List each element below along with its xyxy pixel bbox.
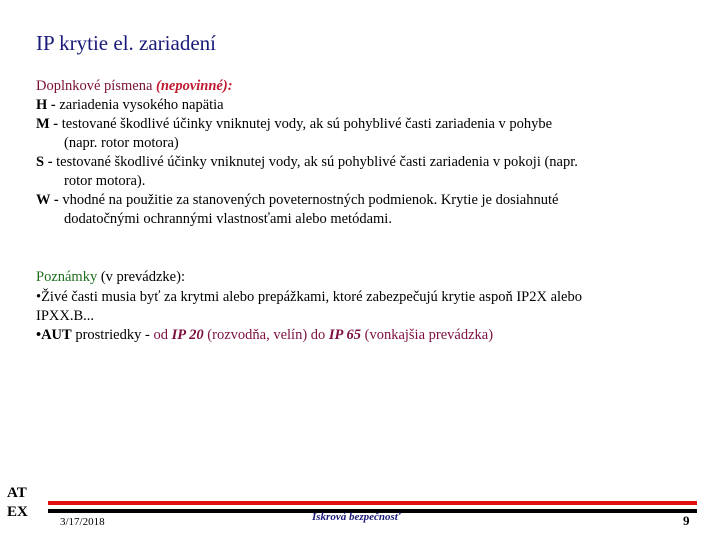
item-key: W - (36, 192, 59, 208)
text: prostriedky - (71, 327, 154, 343)
logo-atex (7, 484, 28, 522)
item-key: H - (36, 97, 56, 113)
heading-note: (nepovinné): (156, 78, 233, 94)
text: od (153, 327, 172, 343)
notes-heading: Poznámky (36, 269, 98, 285)
item-m-cont: (napr. rotor motora) (64, 135, 179, 151)
bullet-1-cont: IPXX.B... (36, 308, 95, 324)
item-w (36, 191, 558, 210)
footer-title: Iskrová bezpečnosť (312, 511, 401, 523)
bullet-2 (36, 326, 493, 345)
section2-heading (36, 268, 185, 287)
logo-line1: AT (7, 485, 27, 501)
item-text: vhodné na použitie za stanovených poveternostných podmienok. Krytie je dosiahnuté (58, 192, 559, 208)
text: (vonkajšia prevádzka) (361, 327, 494, 343)
slide-title: IP krytie el. zariadení (36, 31, 216, 55)
item-text: zariadenia vysokého napätia (55, 97, 224, 113)
bullet-1: •Živé časti musia byť za krytmi alebo prepážkami, ktoré zabezpečujú krytie aspoň IP2X alebo (36, 289, 582, 305)
item-key: M - (36, 116, 59, 132)
aut-label: •AUT (36, 327, 72, 343)
item-key: S - (36, 154, 53, 170)
ip-20: IP 20 (171, 327, 204, 343)
ip-65: IP 65 (328, 327, 361, 343)
item-text: testované škodlivé účinky vniknutej vody, ak sú pohyblivé časti zariadenia v pohybe (58, 116, 553, 132)
item-s-cont: rotor motora). (64, 173, 146, 189)
item-s (36, 153, 578, 172)
logo-line2: EX (7, 504, 28, 520)
page-number: 9 (683, 513, 690, 528)
item-text: testované škodlivé účinky vniknutej vody, ak sú pohyblivé časti zariadenia v pokoji (napr. (52, 154, 578, 170)
footer-date: 3/17/2018 (60, 516, 105, 528)
item-w-cont: dodatočnými ochrannými vlastnosťami alebo metódami. (64, 211, 392, 227)
text: (rozvodňa, velín) do (203, 327, 329, 343)
heading-text: Doplnkové písmena (36, 78, 157, 94)
item-m (36, 115, 552, 134)
item-h (36, 96, 224, 115)
red-divider (48, 501, 697, 505)
section1-heading (36, 77, 233, 96)
notes-heading-rest: (v prevádzke): (97, 269, 185, 285)
